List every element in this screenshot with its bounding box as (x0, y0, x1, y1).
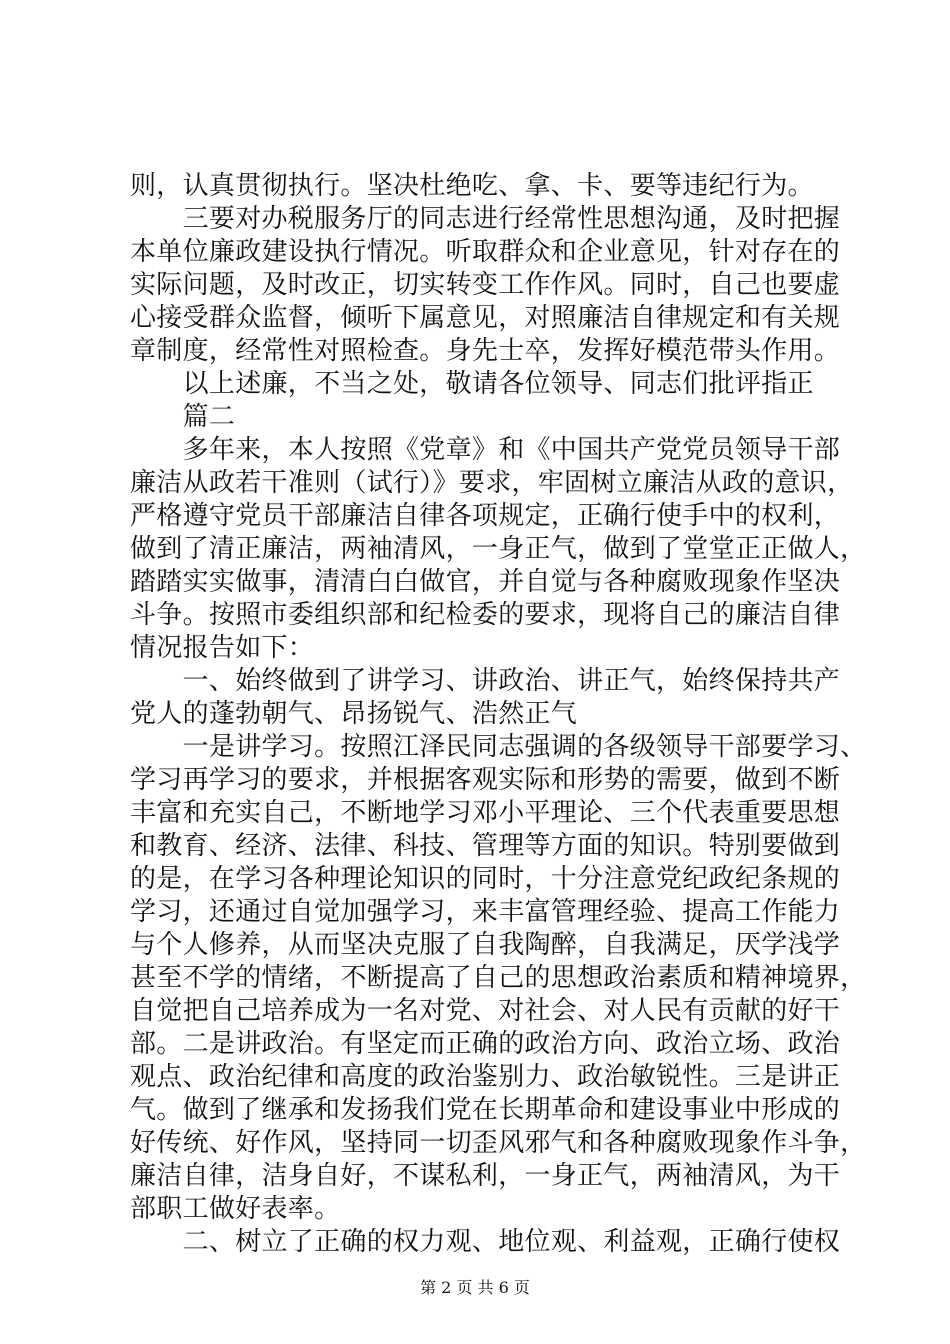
text-line: 情况报告如下： (130, 633, 315, 663)
text-line: 则，认真贯彻执行。坚决杜绝吃、拿、卡、要等违纪行为。 (130, 171, 814, 201)
section-heading: 篇二 (130, 402, 236, 432)
text-line: 部职工做好表率。 (130, 1194, 341, 1224)
text-line: 二、树立了正确的权力观、地位观、利益观，正确行使权 (130, 1227, 841, 1257)
text-line: 学习，还通过自觉加强学习，来丰富管理经验、提高工作能力 (130, 897, 841, 927)
text-line: 部。二是讲政治。有坚定而正确的政治方向、政治立场、政治 (130, 1029, 841, 1059)
text-line: 自觉把自己培养成为一名对党、对社会、对人民有贡献的好干 (130, 996, 841, 1026)
text-line: 一是讲学习。按照江泽民同志强调的各级领导干部要学习、 (130, 732, 867, 762)
text-line: 廉洁从政若干准则（试行）》要求，牢固树立廉洁从政的意识， (130, 468, 854, 498)
page-number: 第 2 页 共 6 页 (420, 1278, 530, 1297)
text-line: 党人的蓬勃朝气、昂扬锐气、浩然正气 (130, 699, 578, 729)
text-line: 踏踏实实做事，清清白白做官，并自觉与各种腐败现象作坚决 (130, 567, 841, 597)
text-line: 廉洁自律，洁身自好，不谋私利，一身正气，两袖清风，为干 (130, 1161, 841, 1191)
text-line: 和教育、经济、法律、科技、管理等方面的知识。特别要做到 (130, 831, 841, 861)
document-body (130, 170, 867, 1259)
text-line: 甚至不学的情绪，不断提高了自己的思想政治素质和精神境界， (130, 963, 867, 993)
text-line: 观点、政治纪律和高度的政治鉴别力、政治敏锐性。三是讲正 (130, 1062, 841, 1092)
text-line: 与个人修养，从而坚决克服了自我陶醉，自我满足，厌学浅学 (130, 930, 841, 960)
text-line: 好传统、好作风，坚持同一切歪风邪气和各种腐败现象作斗争， (130, 1128, 867, 1158)
text-line: 丰富和充实自己，不断地学习邓小平理论、三个代表重要思想 (130, 798, 841, 828)
text-line: 心接受群众监督，倾听下属意见，对照廉洁自律规定和有关规 (130, 303, 841, 333)
text-line: 斗争。按照市委组织部和纪检委的要求，现将自己的廉洁自律 (130, 600, 841, 630)
text-line: 多年来，本人按照《党章》和《中国共产党党员领导干部 (130, 435, 841, 465)
text-line: 一、始终做到了讲学习、讲政治、讲正气，始终保持共产 (130, 666, 841, 696)
text-line: 的是，在学习各种理论知识的同时，十分注意党纪政纪条规的 (130, 864, 841, 894)
text-line: 以上述廉，不当之处，敬请各位领导、同志们批评指正 (130, 369, 814, 399)
text-line: 气。做到了继承和发扬我们党在长期革命和建设事业中形成的 (130, 1095, 841, 1125)
text-line: 严格遵守党员干部廉洁自律各项规定，正确行使手中的权利， (130, 501, 841, 531)
text-line: 三要对办税服务厅的同志进行经常性思想沟通，及时把握 (130, 204, 841, 234)
text-line: 做到了清正廉洁，两袖清风，一身正气，做到了堂堂正正做人， (130, 534, 867, 564)
text-line: 学习再学习的要求，并根据客观实际和形势的需要，做到不断 (130, 765, 841, 795)
text-line: 实际问题，及时改正，切实转变工作作风。同时，自己也要虚 (130, 270, 841, 300)
text-line: 本单位廉政建设执行情况。听取群众和企业意见，针对存在的 (130, 237, 841, 267)
text-line: 章制度，经常性对照检查。身先士卒，发挥好模范带头作用。 (130, 336, 841, 366)
